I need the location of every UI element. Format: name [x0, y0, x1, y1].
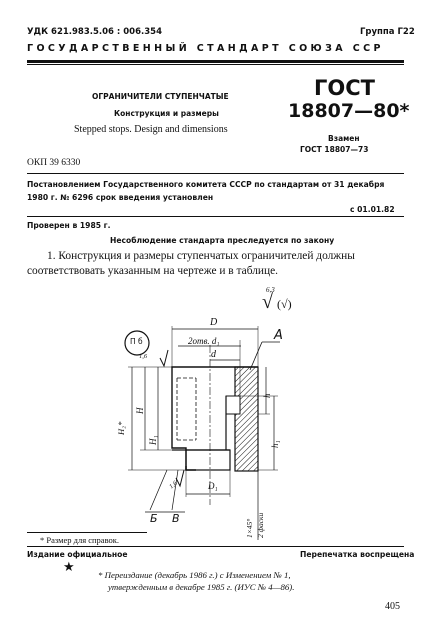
dim-2otv-label: 2отв. d₁: [188, 336, 220, 346]
dim-D1-label: D₁: [208, 481, 218, 491]
lower-stem: [186, 450, 230, 470]
edition-note: Издание официальное: [27, 550, 128, 559]
reissue-line-2: утвержденным в декабре 1985 г. (ИУС № 4—86).: [108, 582, 295, 592]
reissue-line-1: * Переиздание (декабрь 1986 г.) с Изменением № 1,: [98, 570, 291, 580]
replaces-label: Взамен: [328, 134, 360, 143]
section-hatch: [235, 367, 258, 471]
footnote-rule: [27, 532, 147, 533]
group-code: Группа Г22: [360, 27, 415, 37]
dim-h-label: h: [262, 393, 272, 398]
standard-name-ru: ОГРАНИЧИТЕЛИ СТУПЕНЧАТЫЕ: [92, 92, 229, 101]
page-number: 405: [385, 601, 400, 612]
dim-d-label: d: [211, 349, 216, 360]
standard-banner: ГОСУДАРСТВЕННЫЙ СТАНДАРТ СОЮЗА ССР: [27, 43, 384, 54]
dim-H1-label: H₁: [148, 435, 158, 445]
replaces-value: ГОСТ 18807—73: [300, 145, 369, 154]
udk-code: УДК 621.983.5.06 : 006.354: [27, 27, 162, 37]
decree-line-2: 1980 г. № 6296 срок введения установлен: [27, 193, 214, 202]
roughness-value: 6,3: [266, 286, 275, 294]
leader-A: [250, 342, 262, 370]
roughness-check-icon: √: [262, 291, 273, 313]
footer-rule: [27, 546, 404, 547]
standard-subtitle-ru: Конструкция и размеры: [114, 109, 219, 118]
decree-line-1: Постановлением Государственного комитета СССР по стандартам от 31 декабря: [27, 180, 385, 189]
footnote: * Размер для справок.: [40, 535, 120, 545]
penalty-note: Несоблюдение стандарта преследуется по закону: [110, 236, 335, 245]
paragraph-1-line-1: 1. Конструкция и размеры ступенчатых ограничителей должны: [47, 250, 355, 262]
effective-date: с 01.01.82: [350, 205, 395, 214]
gost-number: 18807—80*: [288, 100, 410, 122]
dim-h1-label: h₁: [270, 440, 280, 448]
chamfer-size-label: 1×45°: [245, 518, 254, 538]
dim-H2-label: H₂*: [116, 421, 126, 435]
paragraph-1-line-2: соответствовать указанным на чертеже и в таблице.: [27, 265, 278, 277]
detail-circle-label: П б: [130, 337, 143, 346]
dim-H-label: H: [135, 407, 145, 414]
standard-name-en: Stepped stops. Design and dimensions: [74, 124, 228, 135]
label-B: Б: [150, 512, 158, 525]
okp-code: ОКП 39 6330: [27, 158, 81, 168]
chamfer-count-label: 2 фаски: [256, 512, 265, 538]
gost-label: ГОСТ: [314, 76, 375, 100]
label-V: В: [172, 512, 180, 525]
roughness-mark-a-icon: [160, 350, 168, 366]
bore-step: [226, 396, 240, 414]
leader-B: [150, 470, 167, 510]
star-icon: ★: [63, 559, 75, 574]
reprint-note: Перепечатка воспрещена: [300, 550, 415, 559]
checked-note: Проверен в 1985 г.: [27, 221, 111, 230]
dim-D-label: D: [210, 317, 218, 328]
roughness-paren-symbol: (√): [277, 297, 292, 311]
label-A: А: [274, 328, 283, 343]
roughness-a-label: 1,6: [139, 353, 148, 360]
roughness-b-label: 1,6: [168, 479, 179, 491]
